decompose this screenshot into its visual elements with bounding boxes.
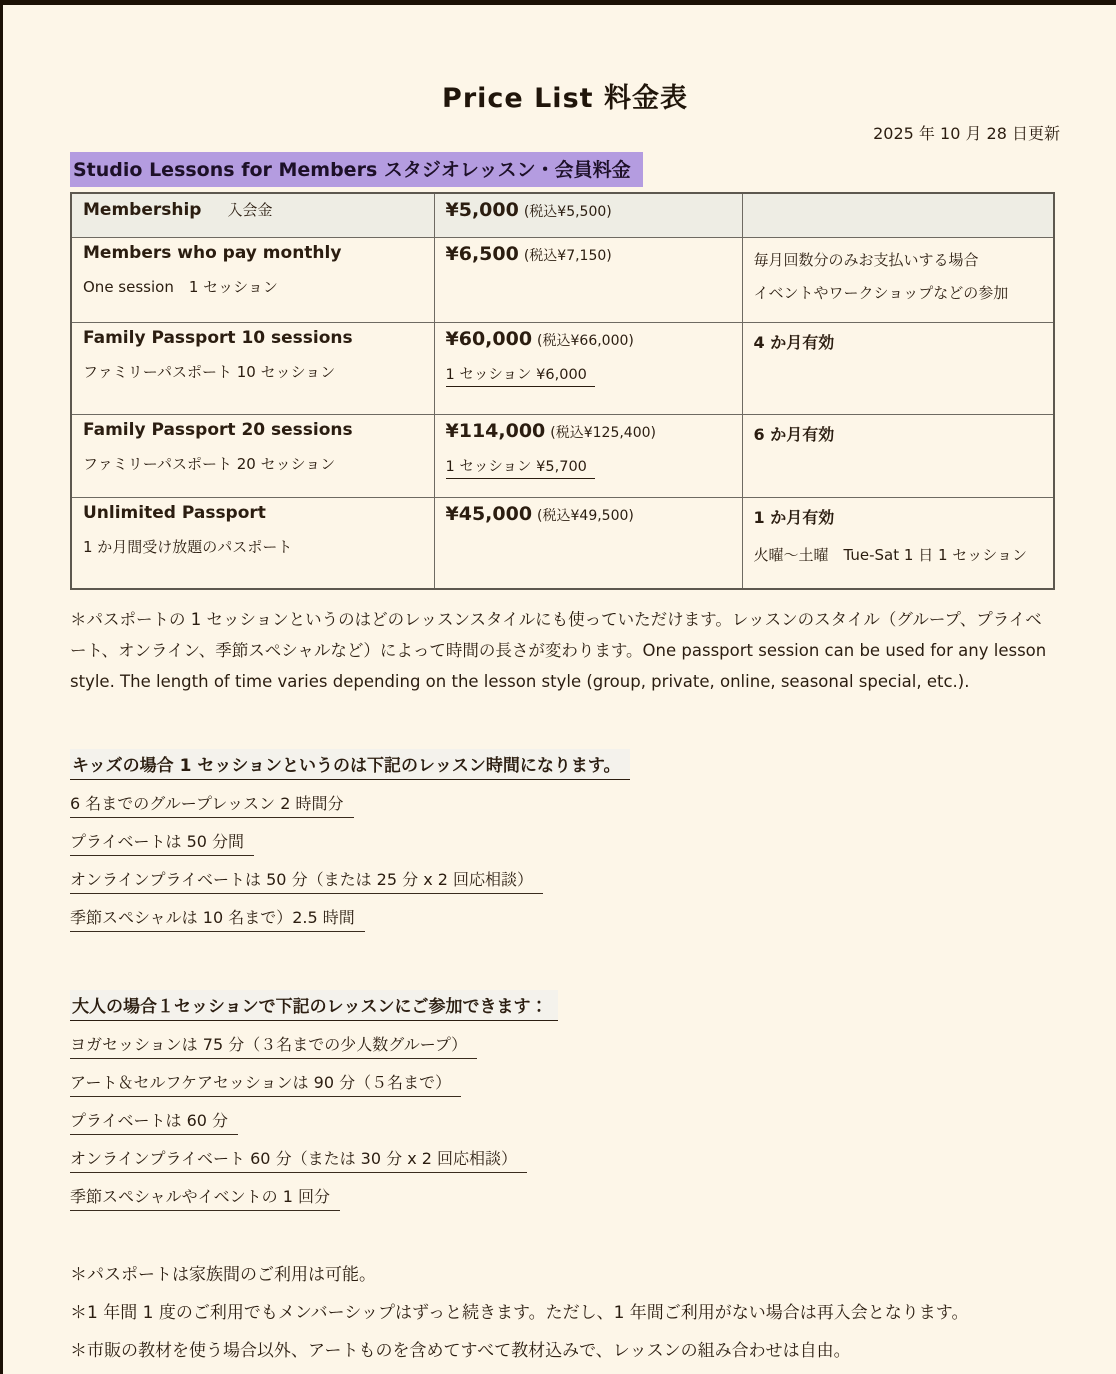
note-cell — [742, 193, 1054, 238]
document-content — [70, 0, 1060, 1363]
adults-section — [70, 990, 1060, 1211]
note-cell — [742, 323, 1054, 415]
kids-section-header: キッズの場合 1 セッションというのは下記のレッスン時間になります。 — [70, 749, 630, 780]
price-cell — [434, 415, 742, 498]
section-header-highlight: Studio Lessons for Members スタジオレッスン・会員料金 — [70, 152, 643, 187]
plan-note: 毎月回数分のみお支払いする場合 — [753, 251, 979, 269]
price: ¥5,000 — [445, 199, 519, 221]
page-left-edge — [0, 0, 3, 1374]
list-item — [70, 829, 1060, 856]
list-item — [70, 867, 1060, 894]
price-per-session: 1 セッション ¥6,000 — [446, 363, 595, 387]
table-row-family-20 — [71, 415, 1054, 498]
kids-section-header-row — [70, 749, 1060, 780]
plan-name: Family Passport 20 sessions — [83, 420, 353, 440]
plan-name: Unlimited Passport — [83, 503, 266, 523]
price-tax: (税込¥125,400) — [550, 425, 656, 441]
validity-schedule: 火曜～土曜 Tue-Sat 1 日 1 セッション — [753, 546, 1027, 564]
footer-note: ＊パスポートは家族間のご利用は可能。 — [70, 1265, 376, 1285]
price-cell — [434, 498, 742, 590]
price-tax: (税込¥49,500) — [537, 508, 634, 524]
price-table — [70, 192, 1055, 590]
plan-cell — [71, 193, 434, 238]
plan-name: Membership — [83, 200, 202, 220]
price-tax: (税込¥5,500) — [523, 204, 612, 220]
list-item — [70, 905, 1060, 932]
table-row-monthly — [71, 238, 1054, 323]
price-per-session-row — [446, 363, 732, 387]
plan-name: Members who pay monthly — [83, 243, 342, 263]
note-cell — [742, 415, 1054, 498]
adults-section-header: 大人の場合１セッションで下記のレッスンにご参加できます： — [70, 990, 558, 1021]
footer-note: ＊1 年間 1 度のご利用でもメンバーシップはずっと続きます。ただし、1 年間ご利用がない場合は再入会となります。 — [70, 1303, 969, 1323]
table-row-family-10 — [71, 323, 1054, 415]
list-item — [70, 1070, 1060, 1097]
price-tax: (税込¥66,000) — [537, 333, 634, 349]
price: ¥6,500 — [445, 243, 519, 265]
footer-note: ＊市販の教材を使う場合以外、アートものを含めてすべて教材込みで、レッスンの組み合わせは自由。 — [70, 1341, 851, 1361]
list-item — [70, 1108, 1060, 1135]
plan-cell — [71, 415, 434, 498]
price-cell — [434, 323, 742, 415]
adults-section-header-row — [70, 990, 1060, 1021]
list-item — [70, 1184, 1060, 1211]
price-cell — [434, 193, 742, 238]
plan-subtitle: ファミリーパスポート 10 セッション — [83, 363, 336, 381]
adults-item-private: プライベートは 60 分 — [70, 1108, 238, 1135]
kids-item-private: プライベートは 50 分間 — [70, 829, 254, 856]
price-per-session-row — [446, 455, 732, 479]
adults-item-online: オンラインプライベート 60 分（または 30 分 x 2 回応相談） — [70, 1146, 527, 1173]
passport-usage-note: ＊パスポートの 1 セッションというのはどのレッスンスタイルにも使っていただけます。レッスンのスタイル（グループ、プライベート、オンライン、季節スペシャルなど）によって時間の長さが変わります。One passport session can be used for any lesson style. The length of time varies depending on the lesson style (group, private, online, seasonal special, etc.). — [70, 610, 1047, 691]
plan-name-jp: 入会金 — [227, 201, 273, 219]
validity: 4 か月有効 — [753, 333, 835, 352]
adults-item-art-selfcare: アート＆セルフケアセッションは 90 分（５名まで） — [70, 1070, 461, 1097]
plan-cell — [71, 498, 434, 590]
price: ¥45,000 — [445, 503, 533, 525]
plan-subtitle: ファミリーパスポート 20 セッション — [83, 455, 336, 473]
kids-item-group: 6 名までのグループレッスン 2 時間分 — [70, 791, 354, 818]
price-cell — [434, 238, 742, 323]
adults-item-yoga: ヨガセッションは 75 分（３名までの少人数グループ） — [70, 1032, 477, 1059]
plan-name: Family Passport 10 sessions — [83, 328, 353, 348]
kids-item-online: オンラインプライベートは 50 分（または 25 分 x 2 回応相談） — [70, 867, 543, 894]
list-item — [70, 1146, 1060, 1173]
plan-note: イベントやワークショップなどの参加 — [753, 284, 1009, 302]
footer-notes — [70, 1263, 1060, 1363]
note-cell — [742, 238, 1054, 323]
list-item — [70, 791, 1060, 818]
plan-subtitle: One session 1 セッション — [83, 278, 278, 296]
adults-item-seasonal: 季節スペシャルやイベントの 1 回分 — [70, 1184, 340, 1211]
list-item — [70, 1032, 1060, 1059]
price: ¥114,000 — [445, 420, 546, 442]
kids-item-seasonal: 季節スペシャルは 10 名まで）2.5 時間 — [70, 905, 365, 932]
kids-section — [70, 749, 1060, 932]
section-header-row — [70, 152, 1060, 187]
validity: 6 か月有効 — [753, 425, 835, 444]
plan-cell — [71, 238, 434, 323]
updated-date: 2025 年 10 月 28 日更新 — [873, 124, 1060, 143]
price: ¥60,000 — [445, 328, 533, 350]
price-tax: (税込¥7,150) — [523, 248, 612, 264]
table-row-unlimited — [71, 498, 1054, 590]
price-per-session: 1 セッション ¥5,700 — [446, 455, 595, 479]
plan-cell — [71, 323, 434, 415]
page-title: Price List 料金表 — [442, 83, 688, 114]
table-row-membership — [71, 193, 1054, 238]
validity: 1 か月有効 — [753, 508, 835, 527]
note-cell — [742, 498, 1054, 590]
plan-subtitle: 1 か月間受け放題のパスポート — [83, 538, 293, 556]
